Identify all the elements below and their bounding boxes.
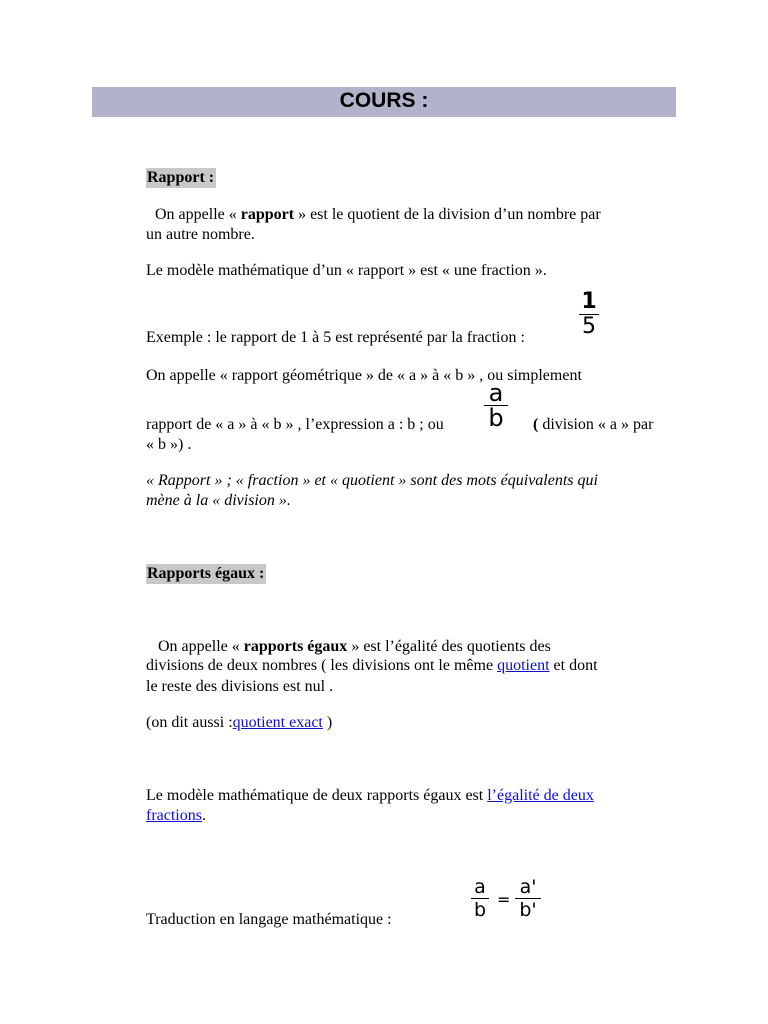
paragraph-geometric-line2-end: ( division « a » par <box>533 416 654 433</box>
paragraph-quotient-exact: (on dit aussi :quotient exact ) <box>146 714 333 731</box>
paragraph-egaux-definition-line2: divisions de deux nombres ( les divisions ont le même quotient et dont <box>146 657 598 674</box>
section-heading-rapport: Rapport : <box>147 169 215 186</box>
ab-fraction: a b <box>484 381 508 430</box>
paragraph-example: Exemple : le rapport de 1 à 5 est représenté par la fraction : <box>146 329 525 346</box>
equals-sign: = <box>497 890 511 909</box>
section-heading-rapports-egaux: Rapports égaux : <box>147 565 265 582</box>
paragraph-translation: Traduction en langage mathématique : <box>146 911 392 928</box>
paragraph-model-egaux-line2: fractions. <box>146 807 206 824</box>
paragraph-rapport-definition: On appelle « rapport » est le quotient de la division d’un nombre par <box>155 206 601 223</box>
italic-note-line1: « Rapport » ; « fraction » et « quotient » sont des mots équivalents qui <box>146 472 598 489</box>
title-banner <box>92 87 676 117</box>
quotient-link[interactable]: quotient <box>497 657 550 674</box>
paragraph-geometric-line1: On appelle « rapport géométrique » de « a » à « b » , ou simplement <box>146 367 582 384</box>
paragraph-model: Le modèle mathématique d’un « rapport » est « une fraction ». <box>146 262 547 279</box>
quotient-exact-link[interactable]: quotient exact <box>232 714 323 731</box>
equation-right-fraction: a' b' <box>515 876 541 921</box>
equation-left-fraction: a b <box>471 876 489 921</box>
paragraph-egaux-definition: On appelle « rapports égaux » est l’égalité des quotients des <box>158 638 551 655</box>
paragraph-model-egaux: Le modèle mathématique de deux rapports égaux est l’égalité de deux <box>146 787 594 804</box>
italic-note-line2: mène à la « division ». <box>146 492 291 509</box>
paragraph-rapport-definition-line2: un autre nombre. <box>146 226 255 243</box>
paragraph-geometric-line2: rapport de « a » à « b » , l’expression a : b ; ou <box>146 416 444 433</box>
example-fraction: 1 5 <box>579 290 599 339</box>
paragraph-geometric-line3: « b ») . <box>146 436 192 453</box>
fractions-link[interactable]: fractions <box>146 807 202 824</box>
paragraph-egaux-definition-line3: le reste des divisions est nul . <box>146 678 334 695</box>
egalite-fractions-link[interactable]: l’égalité de deux <box>487 787 594 804</box>
page-title: COURS : <box>339 89 429 112</box>
